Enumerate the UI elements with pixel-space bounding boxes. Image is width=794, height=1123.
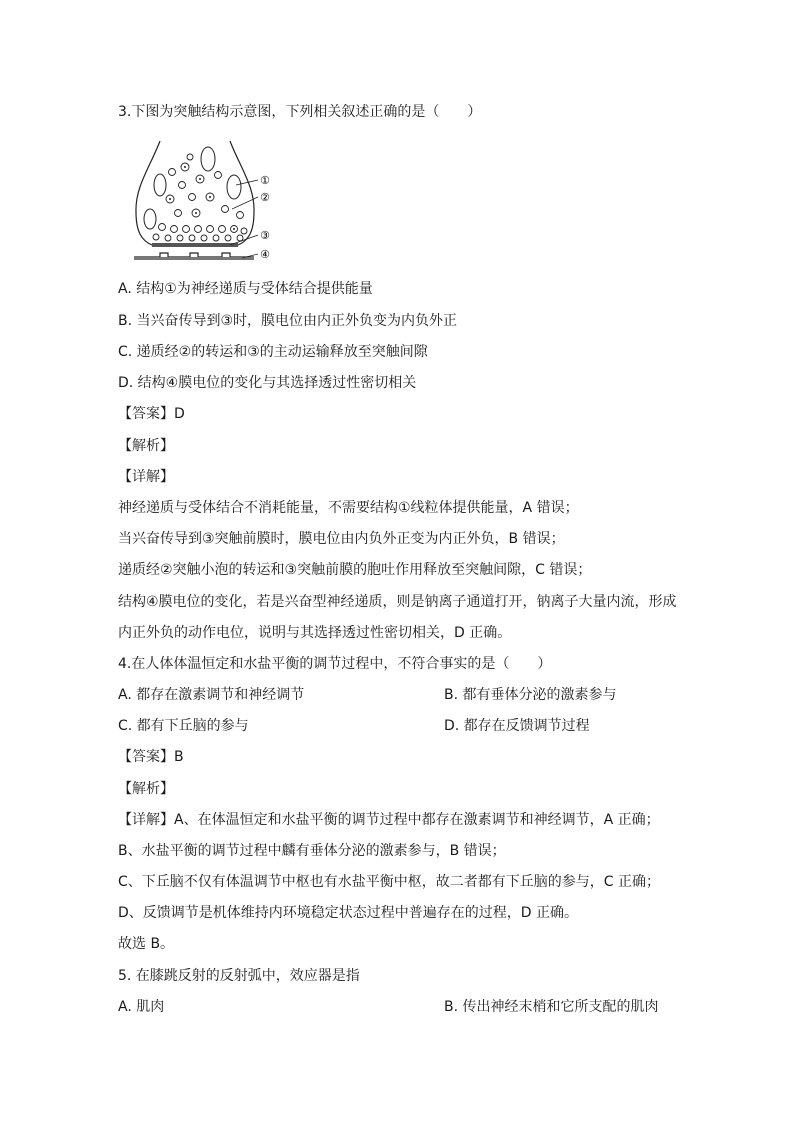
q5-option-a: A. 肌肉	[118, 999, 165, 1015]
q4-stem: 4.在人体体温恒定和水盐平衡的调节过程中，不符合事实的是（ ）	[118, 656, 552, 672]
q5-stem: 5. 在膝跳反射的反射弧中，效应器是指	[118, 968, 360, 984]
q3-detail-heading: 【详解】	[118, 469, 174, 485]
q3-analysis: 【解析】	[118, 438, 174, 454]
q5-option-b: B. 传出神经末梢和它所支配的肌肉	[444, 999, 659, 1015]
label-3: ③	[260, 229, 270, 242]
q4-detail-line: C、下丘脑不仅有体温调节中枢也有水盐平衡中枢，故二者都有下丘脑的参与，C 正确；	[118, 874, 660, 890]
label-1: ①	[260, 174, 270, 187]
q3-option-b: B. 当兴奋传导到③时，膜电位由内正外负变为内负外正	[118, 313, 458, 329]
q4-option-a: A. 都存在激素调节和神经调节	[118, 687, 305, 703]
q3-detail-line: 内正外负的动作电位，说明与其选择透过性密切相关，D 正确。	[118, 625, 512, 641]
label-2: ②	[260, 191, 270, 204]
q3-option-a: A. 结构①为神经递质与受体结合提供能量	[118, 281, 373, 297]
q3-option-c: C. 递质经②的转运和③的主动运输释放至突触间隙	[118, 344, 428, 360]
q3-detail-line: 神经递质与受体结合不消耗能量，不需要结构①线粒体提供能量，A 错误；	[118, 500, 579, 516]
q4-option-c: C. 都有下丘脑的参与	[118, 718, 249, 734]
q4-option-b: B. 都有垂体分泌的激素参与	[444, 687, 617, 703]
q4-detail-line: D、反馈调节是机体维持内环境稳定状态过程中普遍存在的过程，D 正确。	[118, 905, 579, 921]
q4-detail-line: B、水盐平衡的调节过程中麟有垂体分泌的激素参与，B 错误；	[118, 843, 506, 859]
q4-analysis: 【解析】	[118, 781, 174, 797]
q3-detail-line: 当兴奋传导到③突触前膜时，膜电位由内负外正变为内正外负，B 错误；	[118, 531, 565, 547]
q4-detail-line: 【详解】A、在体温恒定和水盐平衡的调节过程中都存在激素调节和神经调节，A 正确；	[118, 812, 660, 828]
label-4: ④	[260, 248, 270, 261]
q4-answer: 【答案】B	[118, 749, 184, 765]
q3-option-d: D. 结构④膜电位的变化与其选择透过性密切相关	[118, 375, 417, 391]
q3-stem: 3.下图为突触结构示意图，下列相关叙述正确的是（ ）	[118, 104, 482, 120]
q3-answer: 【答案】D	[118, 406, 185, 422]
synapse-diagram	[130, 137, 280, 265]
q3-detail-line: 结构④膜电位的变化，若是兴奋型神经递质，则是钠离子通道打开，钠离子大量内流，形成	[118, 594, 677, 610]
q3-detail-line: 递质经②突触小泡的转运和③突触前膜的胞吐作用释放至突触间隙，C 错误；	[118, 562, 592, 578]
q4-conclusion: 故选 B。	[118, 936, 175, 952]
q4-option-d: D. 都存在反馈调节过程	[444, 718, 590, 734]
